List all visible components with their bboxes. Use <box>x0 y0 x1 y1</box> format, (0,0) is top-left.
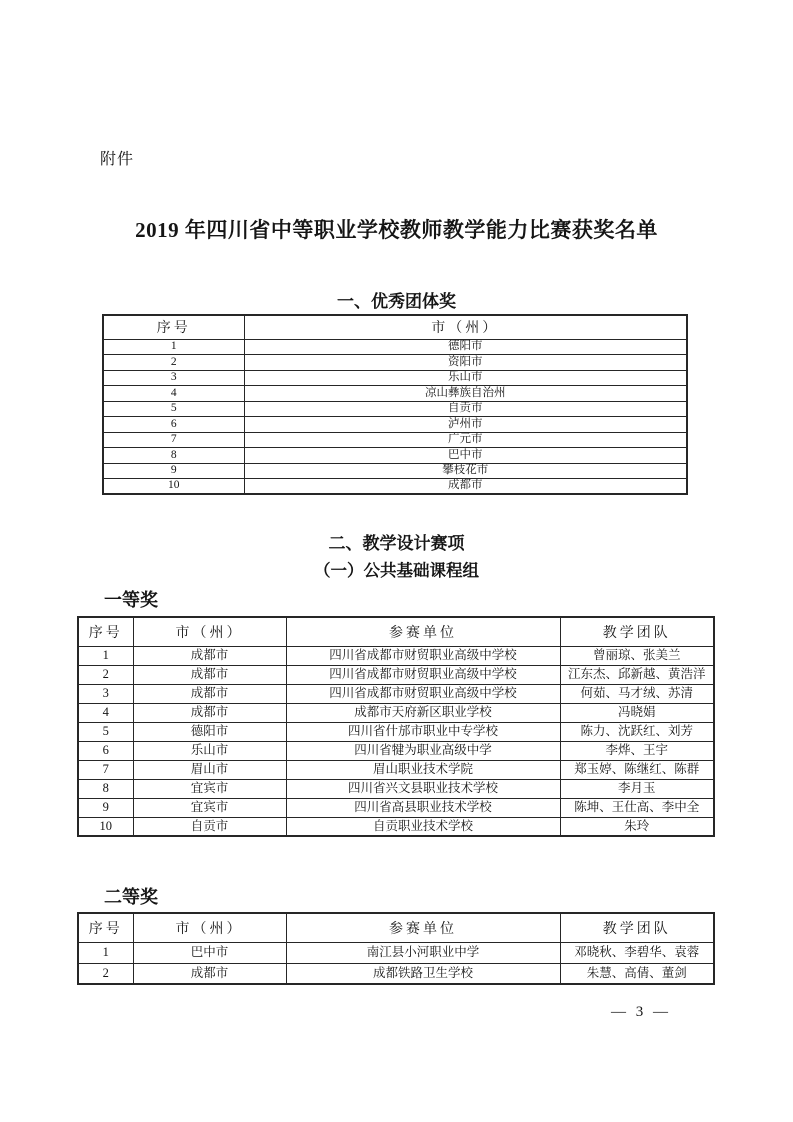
attachment-label: 附件 <box>100 151 135 168</box>
table-row <box>78 760 714 779</box>
table-cell: 陈力、沈跃红、刘芳 <box>560 722 714 741</box>
table-row <box>78 665 714 684</box>
table-cell: 4 <box>78 703 133 722</box>
table-cell: 成都市 <box>244 479 687 495</box>
table-row <box>78 741 714 760</box>
table-cell: 成都市 <box>133 646 286 665</box>
table-cell: 2 <box>78 665 133 684</box>
table-cell: 6 <box>78 741 133 760</box>
table-cell: 乐山市 <box>133 741 286 760</box>
table-cell: 2 <box>78 963 133 984</box>
table-cell: 宜宾市 <box>133 779 286 798</box>
table-body <box>78 942 714 984</box>
table-row <box>103 401 687 417</box>
table-row <box>103 448 687 464</box>
table-cell: 四川省成都市财贸职业高级中学校 <box>286 646 560 665</box>
table-cell: 陈坤、王仕高、李中全 <box>560 798 714 817</box>
table-header <box>78 913 714 942</box>
table-cell: 乐山市 <box>244 370 687 386</box>
table-cell: 3 <box>78 684 133 703</box>
table-row <box>78 963 714 984</box>
table-cell: 德阳市 <box>133 722 286 741</box>
table-cell: 5 <box>103 401 244 417</box>
table-cell: 自贡市 <box>244 401 687 417</box>
table-cell: 何茹、马才绒、苏清 <box>560 684 714 703</box>
table-cell: 李烨、王宇 <box>560 741 714 760</box>
column-header: 参赛单位 <box>286 913 560 942</box>
table-cell: 10 <box>103 479 244 495</box>
table-cell: 四川省成都市财贸职业高级中学校 <box>286 684 560 703</box>
table-cell: 泸州市 <box>244 417 687 433</box>
section2-subheading: （一）公共基础课程组 <box>314 561 479 580</box>
page-number: — 3 — <box>611 1004 671 1020</box>
table-row <box>103 355 687 371</box>
column-header: 市（州） <box>133 913 286 942</box>
table-cell: 李月玉 <box>560 779 714 798</box>
table-body <box>103 339 687 494</box>
table-row <box>78 942 714 963</box>
table-row <box>78 798 714 817</box>
table-cell: 朱慧、高倩、董剑 <box>560 963 714 984</box>
table-cell: 四川省犍为职业高级中学 <box>286 741 560 760</box>
table-cell: 宜宾市 <box>133 798 286 817</box>
table-header <box>103 315 687 339</box>
table-row <box>78 722 714 741</box>
header-row <box>103 315 687 339</box>
table-cell: 3 <box>103 370 244 386</box>
table-cell: 5 <box>78 722 133 741</box>
table-cell: 攀枝花市 <box>244 463 687 479</box>
table-cell: 成都市 <box>133 963 286 984</box>
first-prize-table <box>77 616 715 837</box>
table-cell: 曾丽琼、张美兰 <box>560 646 714 665</box>
table-row <box>78 646 714 665</box>
table-cell: 10 <box>78 817 133 836</box>
table-cell: 邓晓秋、李碧华、袁蓉 <box>560 942 714 963</box>
table-row <box>103 463 687 479</box>
table-cell: 凉山彝族自治州 <box>244 386 687 402</box>
section2-heading: 二、教学设计赛项 <box>328 534 465 553</box>
second-prize-table <box>77 912 715 985</box>
table-row <box>78 817 714 836</box>
table-row <box>103 339 687 355</box>
table-cell: 四川省成都市财贸职业高级中学校 <box>286 665 560 684</box>
table-cell: 8 <box>103 448 244 464</box>
table-cell: 自贡职业技术学校 <box>286 817 560 836</box>
table-cell: 广元市 <box>244 432 687 448</box>
column-header: 参赛单位 <box>286 617 560 646</box>
table-cell: 2 <box>103 355 244 371</box>
table-row <box>103 417 687 433</box>
table-cell: 四川省兴文县职业技术学校 <box>286 779 560 798</box>
table-cell: 德阳市 <box>244 339 687 355</box>
table-cell: 巴中市 <box>133 942 286 963</box>
table-cell: 成都市 <box>133 665 286 684</box>
table-cell: 眉山职业技术学院 <box>286 760 560 779</box>
table-cell: 冯晓娟 <box>560 703 714 722</box>
table-cell: 7 <box>103 432 244 448</box>
table-row <box>103 479 687 495</box>
table-cell: 1 <box>78 646 133 665</box>
table-cell: 自贡市 <box>133 817 286 836</box>
table-cell: 资阳市 <box>244 355 687 371</box>
column-header: 序号 <box>78 913 133 942</box>
excellent-team-award-table <box>102 314 688 495</box>
table-cell: 四川省高县职业技术学校 <box>286 798 560 817</box>
table-row <box>103 370 687 386</box>
table-row <box>103 386 687 402</box>
second-prize-label: 二等奖 <box>104 887 158 907</box>
table-cell: 四川省什邡市职业中专学校 <box>286 722 560 741</box>
table-cell: 眉山市 <box>133 760 286 779</box>
header-row <box>78 913 714 942</box>
table-cell: 8 <box>78 779 133 798</box>
table-cell: 郑玉婷、陈继红、陈群 <box>560 760 714 779</box>
table-cell: 1 <box>78 942 133 963</box>
column-header: 序号 <box>78 617 133 646</box>
table-cell: 1 <box>103 339 244 355</box>
column-header: 教学团队 <box>560 913 714 942</box>
table-cell: 成都市 <box>133 703 286 722</box>
document-title: 2019 年四川省中等职业学校教师教学能力比赛获奖名单 <box>135 218 658 242</box>
table-cell: 9 <box>103 463 244 479</box>
table-cell: 南江县小河职业中学 <box>286 942 560 963</box>
table-cell: 巴中市 <box>244 448 687 464</box>
table-cell: 成都市 <box>133 684 286 703</box>
table-cell: 9 <box>78 798 133 817</box>
table-row <box>103 432 687 448</box>
table-cell: 成都铁路卫生学校 <box>286 963 560 984</box>
table-row <box>78 684 714 703</box>
table-header <box>78 617 714 646</box>
first-prize-label: 一等奖 <box>104 590 158 610</box>
table-row <box>78 703 714 722</box>
table-body <box>78 646 714 836</box>
column-header: 市（州） <box>244 315 687 339</box>
column-header: 教学团队 <box>560 617 714 646</box>
column-header: 市（州） <box>133 617 286 646</box>
table-cell: 成都市天府新区职业学校 <box>286 703 560 722</box>
table-cell: 7 <box>78 760 133 779</box>
table-cell: 江东杰、邱新越、黄浩洋 <box>560 665 714 684</box>
table-row <box>78 779 714 798</box>
header-row <box>78 617 714 646</box>
column-header: 序号 <box>103 315 244 339</box>
table-cell: 4 <box>103 386 244 402</box>
table-cell: 朱玲 <box>560 817 714 836</box>
table-cell: 6 <box>103 417 244 433</box>
section1-heading: 一、优秀团体奖 <box>337 292 456 311</box>
